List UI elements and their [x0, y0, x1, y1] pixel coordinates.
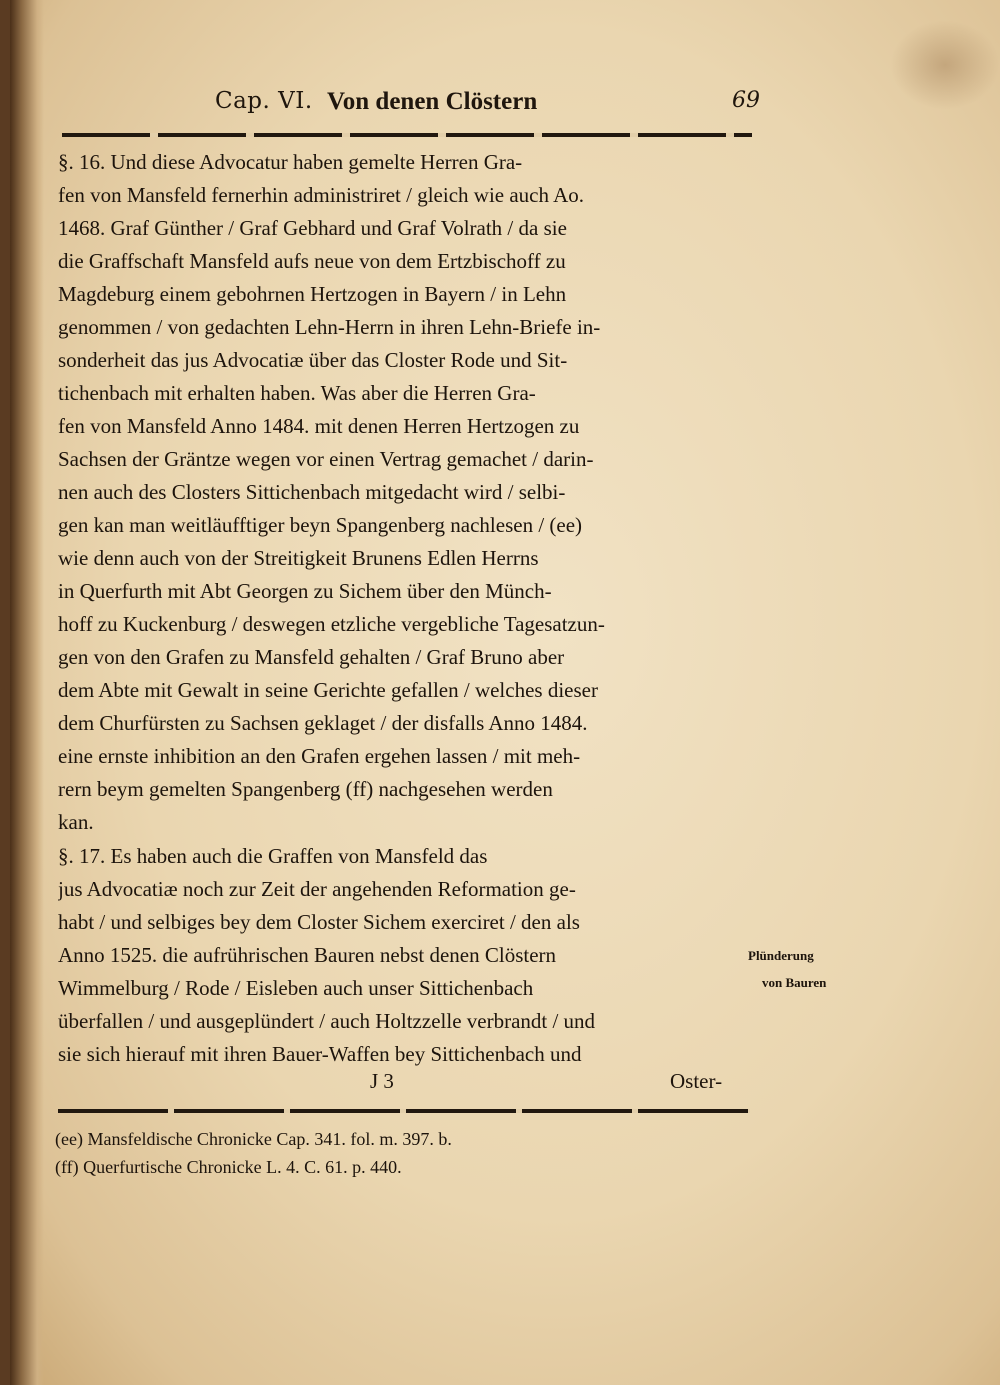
text-line: §. 16. Und diese Advocatur haben gemelte Herren Gra-	[58, 150, 523, 174]
text-line: sonderheit das jus Advocatiæ über das Closter Rode und Sit-	[58, 348, 568, 372]
text-line: Sachsen der Gräntze wegen vor einen Vertrag gemachet / darin-	[58, 447, 594, 471]
text-line: eine ernste inhibition an den Grafen ergehen lassen / mit meh-	[58, 744, 581, 768]
chapter-label: Cap. VI.	[215, 88, 313, 114]
text-line: fen von Mansfeld Anno 1484. mit denen Herren Hertzogen zu	[58, 414, 580, 438]
text-line: gen von den Grafen zu Mansfeld gehalten / Graf Bruno aber	[58, 645, 565, 669]
text-line: sie sich hierauf mit ihren Bauer-Waffen bey Sittichenbach und	[58, 1042, 582, 1066]
text-line: Anno 1525. die aufrührischen Bauren nebst denen Clöstern	[58, 943, 557, 967]
margin-note: von Bauren	[762, 975, 827, 990]
page-number: 69	[732, 88, 760, 113]
margin-note: Plünderung	[748, 948, 814, 963]
text-line: gen kan man weitläufftiger beyn Spangenberg nachlesen / (ee)	[58, 513, 583, 537]
text-line: Wimmelburg / Rode / Eisleben auch unser Sittichenbach	[58, 976, 534, 1000]
catchword: Oster-	[670, 1069, 723, 1093]
text-line: Magdeburg einem gebohrnen Hertzogen in Bayern / in Lehn	[58, 282, 567, 306]
footnote-rule	[58, 1109, 750, 1113]
text-line: 1468. Graf Günther / Graf Gebhard und Graf Volrath / da sie	[58, 216, 567, 240]
book-page	[10, 0, 1000, 1385]
text-line: genommen / von gedachten Lehn-Herrn in ihren Lehn-Briefe in-	[58, 315, 601, 339]
header-rule	[62, 133, 752, 137]
text-line: wie denn auch von der Streitigkeit Brunens Edlen Herrns	[58, 546, 539, 570]
chapter-title: Von denen Clöstern	[327, 88, 538, 115]
footnote: (ff) Querfurtische Chronicke L. 4. C. 61. p. 440.	[55, 1157, 402, 1177]
signature-mark: J 3	[370, 1069, 394, 1093]
text-line: §. 17. Es haben auch die Graffen von Mansfeld das	[58, 844, 488, 868]
footnote: (ee) Mansfeldische Chronicke Cap. 341. fol. m. 397. b.	[55, 1129, 452, 1149]
text-line: dem Abte mit Gewalt in seine Gerichte gefallen / welches dieser	[58, 678, 598, 702]
text-line: in Querfurth mit Abt Georgen zu Sichem über den Münch-	[58, 579, 552, 603]
text-line: dem Churfürsten zu Sachsen geklaget / der disfalls Anno 1484.	[58, 711, 588, 735]
text-line: fen von Mansfeld fernerhin administriret / gleich wie auch Ao.	[58, 183, 585, 207]
text-line: kan.	[58, 810, 94, 834]
text-line: überfallen / und ausgeplündert / auch Holtzzelle verbrandt / und	[58, 1009, 596, 1033]
text-line: rern beym gemelten Spangenberg (ff) nachgesehen werden	[58, 777, 553, 801]
text-line: nen auch des Closters Sittichenbach mitgedacht wird / selbi-	[58, 480, 566, 504]
book-spine	[10, 0, 44, 1385]
paper-stain	[890, 20, 1000, 110]
text-line: hoff zu Kuckenburg / deswegen etzliche vergebliche Tagesatzun-	[58, 612, 605, 636]
text-line: die Graffschaft Mansfeld aufs neue von dem Ertzbischoff zu	[58, 249, 566, 273]
text-line: jus Advocatiæ noch zur Zeit der angehenden Reformation ge-	[58, 877, 576, 901]
running-header	[215, 88, 760, 128]
text-line: tichenbach mit erhalten haben. Was aber die Herren Gra-	[58, 381, 536, 405]
text-line: habt / und selbiges bey dem Closter Sichem exerciret / den als	[58, 910, 580, 934]
